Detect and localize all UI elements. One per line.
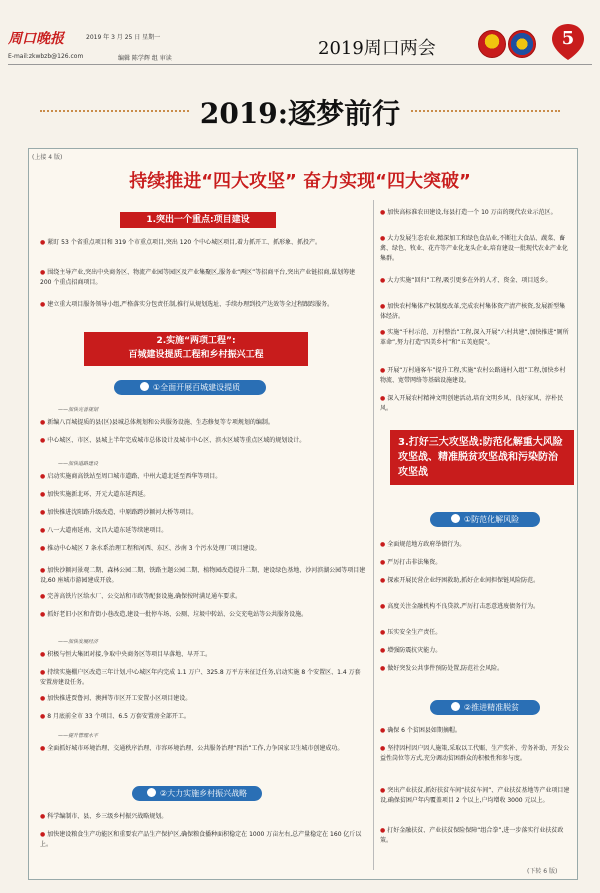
- paragraph: ● 紧盯 53 个省重点项目和 319 个市重点项目,突出 120 个中心城区项目,着力抓开工、抓形象、抓投产。: [40, 238, 366, 248]
- paragraph: ● 确保 6 个贫困县如期摘帽。: [380, 726, 570, 736]
- paragraph: ● 高度关注金融机构不良贷款,严厉打击恶意逃废债务行为。: [380, 602, 570, 612]
- paragraph: ● 建立重大项目服务领导小组,严格落实分包责任制,推行从规划选址、手续办理到投产达效等全过程跟踪服务。: [40, 300, 366, 310]
- subsection-heading-urban: ①全面开展百城建设提质: [114, 380, 266, 395]
- paragraph: ● 科学编制市、县、乡三级乡村振兴战略规划。: [40, 812, 366, 822]
- paragraph: ● 深入开展农村精神文明创建活动,培育文明乡风、良好家风、淳朴民风。: [380, 394, 570, 414]
- paragraph: ● 探索开展民营企业纾困救助,抓好企业间担保链风险防范。: [380, 576, 570, 586]
- paragraph: ● 加快农村集体产权制度改革,完成农村集体资产清产核资,发展新型集体经济。: [380, 302, 570, 322]
- section-title: 2019周口两会: [318, 38, 436, 59]
- article-headline: 持续推进“四大攻坚” 奋力实现“四大突破”: [129, 171, 471, 192]
- editor-credit: 编辑 陈学辉 组 审读: [118, 55, 172, 62]
- continued-to: (下转 6 版): [527, 868, 558, 875]
- paragraph: ● 积极与恒大集团对接,争取中央商务区等项目早落地、早开工。: [40, 650, 366, 660]
- paragraph: ● 新编八百城提质的县(区)县城总体规划和公共服务设施、生态修复等专项规划的编制。: [40, 418, 366, 428]
- section-heading-3: 3.打好三大攻坚战:防范化解重大风险攻坚战、精准脱贫攻坚战和污染防治攻坚战: [390, 430, 574, 485]
- paragraph: ● 打好金融扶贫、产业扶贫保险保障“组合拳”,进一步落实行业扶贫政策。: [380, 826, 570, 846]
- paragraph: ● 启动实施商高铁站至周口城市道路、中州大道北延至西华等项目。: [40, 472, 366, 482]
- subsection-heading-poverty: ②推进精准脱贫: [430, 700, 540, 715]
- masthead-logo: 周口晚报: [8, 31, 64, 47]
- paragraph: ● 加快推进贾鲁河、澳洲等市区开工安置小区项目建设。: [40, 694, 366, 704]
- paragraph: ● 做好突发公共事件预防处置,防范社会风险。: [380, 664, 570, 674]
- paragraph: ● 大力实施“回归”工程,吸引更多在外的人才、资金、项目返乡。: [380, 276, 570, 286]
- paragraph: ● 8 月底前全市 33 个项目、6.5 万套安置房全部开工。: [40, 712, 366, 722]
- section-heading-1: 1.突出一个重点:项目建设: [120, 212, 276, 228]
- page-number: 5: [561, 28, 575, 49]
- paragraph: ● 中心城区、市区、县城上半年完成城市总体设计及城市中心区、滨水区域等重点区域的规划设计。: [40, 436, 366, 446]
- banner-title: 2019:逐梦前行: [160, 92, 440, 136]
- party-emblem-icon: [508, 30, 536, 58]
- subsection-heading-rural: ②大力实施乡村振兴战略: [132, 786, 262, 801]
- paragraph: ● 围绕主导产业,突出中央商务区、物流产业园等园区及产业集聚区,服务业“两区”等招商平台,突出产业链招商,谋划筹建 200 个重点招商项目。: [40, 268, 366, 288]
- paragraph: ● 加快沙颍河景观二期、森林公园二期、铁路主题公园二期、植物园改造提升二期、建设绿色基地、沙河滨湖公园等项目建设,60 座城市游园建成开放。: [40, 566, 366, 586]
- paragraph: ● 加快高标准农田建设,每县打造一个 10 万亩的现代农业示范区。: [380, 208, 570, 218]
- paragraph: ● 实施“千村示范、万村整治”工程,深入开展“六村共建”,加快推进“厕所革命”,努力打造“四美乡村”和“五美庭院”。: [380, 328, 570, 348]
- paragraph: ● 大力发展生态农业,精深加工和绿色食品业,不断壮大食品、蔬菜、畜禽、绿色、牧业、花卉等产业化龙头企业,培育建设一批现代农业产业化集群。: [380, 234, 570, 264]
- continued-from: (上接 4 版): [32, 154, 63, 161]
- paragraph: ● 完善高铁片区给水厂、公交站和市政等配套设施,确保按时满足通车要求。: [40, 592, 366, 602]
- paragraph: ● 八一大道南延南、文昌大道东延等续建项目。: [40, 526, 366, 536]
- paragraph: ● 抓好老旧小区和背街小巷改造,建设一批停车场、公厕、垃圾中转站、公交充电站等公共服务设施。: [40, 610, 366, 620]
- paragraph: ● 加快推进沈阳路升级改造、中原路跨沙颍河大桥等项目。: [40, 508, 366, 518]
- paragraph: ● 全面规范地方政府举债行为。: [380, 540, 570, 550]
- subheading: ——加快发展经济: [58, 639, 99, 645]
- national-emblem-icon: [478, 30, 506, 58]
- issue-date: 2019 年 3 月 25 日 星期一: [86, 34, 161, 41]
- header-rule: [8, 64, 592, 65]
- paragraph: ● 增强防震抗灾能力。: [380, 646, 570, 656]
- paragraph: ● 加快建设粮食生产功能区和重要农产品生产保护区,确保粮食播种面积稳定在 1000 万亩左右,总产量稳定在 160 亿斤以上。: [40, 830, 366, 850]
- paragraph: ● 严厉打击非法集资。: [380, 558, 570, 568]
- paragraph: ● 坚持因村因户因人施策,采取以工代赈、生产奖补、劳务补助、开发公益性岗位等方式,充分调动贫困群众的积极性和参与度。: [380, 744, 570, 764]
- paragraph: ● 推动中心城区 7 条水系治理工程和河西、东区、沙南 3 个污水处理厂项目建设。: [40, 544, 366, 554]
- subheading: ——加快完善规划: [58, 407, 99, 413]
- paragraph: ● 加快实施新北环、开元大道东延西延。: [40, 490, 366, 500]
- paragraph: ● 压实安全生产责任。: [380, 628, 570, 638]
- paragraph: ● 开展“万村通客车”提升工程,实施“农村公路通村入组”工程,加快乡村物流、宽带网络等基础设施建设。: [380, 366, 570, 386]
- column-divider: [373, 200, 374, 870]
- subsection-heading-risk: ①防范化解风险: [430, 512, 540, 527]
- paragraph: ● 全面抓好城市环境治理、交通秩序治理、市容环境治理、公共服务治理“四治”工作,力争国家卫生城市创建成功。: [40, 744, 366, 754]
- subheading: ——加快道路建设: [58, 461, 99, 467]
- contact-email: E-mail:zkwbzb@126.com: [8, 53, 84, 60]
- paragraph: ● 突出产业扶贫,抓好扶贫车间“扶贫车间”、产业扶贫基地等产业项目建设,确保贫困户年内覆盖项目 2 个以上,户均增收 3000 元以上。: [380, 786, 570, 806]
- paragraph: ● 持续实施棚户区改造三年计划,中心城区年内完成 1.1 万户、325.8 万平方米征迁任务,启动实施 8 个安置区、1.4 万套安置房建设任务。: [40, 668, 366, 688]
- subheading: ——提升管理水平: [58, 733, 99, 739]
- section-heading-2: 2.实施“两项工程”: 百城建设提质工程和乡村振兴工程: [84, 332, 308, 366]
